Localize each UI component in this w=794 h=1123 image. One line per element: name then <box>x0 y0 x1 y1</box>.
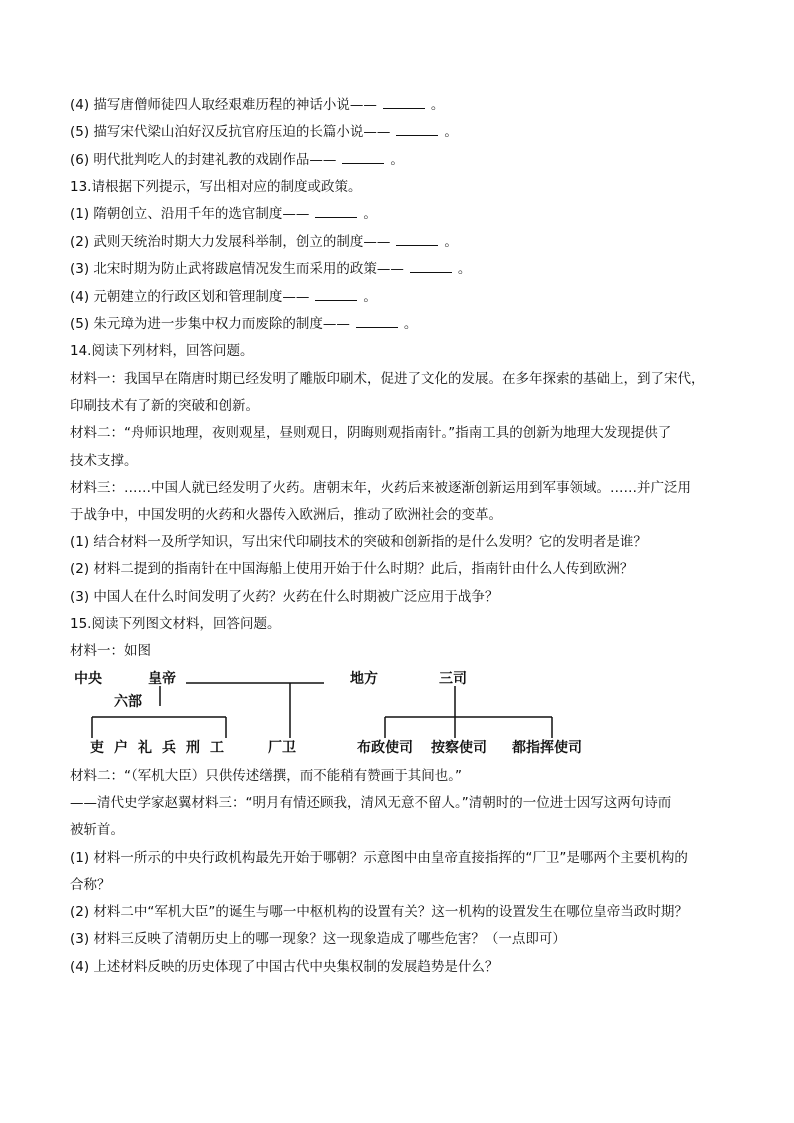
label-ancha: 按察使司 <box>431 740 487 756</box>
label-huangdi: 皇帝 <box>148 671 176 687</box>
q15-1-line2: 合称？ <box>70 877 111 893</box>
q13-2: (2) 武则天统治时期大力发展科举制，创立的制度—— 。 <box>70 234 458 250</box>
q12-5: (5) 描写宋代梁山泊好汉反抗官府压迫的长篇小说—— 。 <box>70 124 458 140</box>
q13-1: (1) 隋朝创立、沿用千年的选官制度—— 。 <box>70 206 377 222</box>
label-zhongyang: 中央 <box>74 671 102 687</box>
label-liubu: 六部 <box>114 694 142 710</box>
answer-blank[interactable] <box>315 288 357 301</box>
answer-blank[interactable] <box>396 233 438 246</box>
answer-blank[interactable] <box>410 260 452 273</box>
q15-2: (2) 材料二中“军机大臣”的诞生与哪一中枢机构的设置有关？这一机构的设置发生在哪位皇帝当政时期？ <box>70 904 688 920</box>
q14-material2-line2: 技术支撑。 <box>70 453 138 469</box>
q14-material3-line1: 材料三：……中国人就已经发明了火药。唐朝末年，火药后来被逐渐创新运用到军事领域。……并广泛用 <box>70 480 691 496</box>
q14-material1-line2: 印刷技术有了新的突破和创新。 <box>70 398 259 414</box>
label-bu-xing: 刑 <box>186 740 200 756</box>
answer-blank[interactable] <box>396 123 438 136</box>
q14-1: (1) 结合材料一及所学知识，写出宋代印刷技术的突破和创新指的是什么发明？它的发明者是谁？ <box>70 534 647 550</box>
q15-4: (4) 上述材料反映的历史体现了中国古代中央集权制的发展趋势是什么？ <box>70 959 499 975</box>
q14-3: (3) 中国人在什么时间发明了火药？火药在什么时期被广泛应用于战争？ <box>70 589 499 605</box>
label-bu-gong: 工 <box>210 740 224 756</box>
q15-title: 15.阅读下列图文材料，回答问题。 <box>70 616 281 632</box>
label-sansi: 三司 <box>439 671 467 687</box>
q12-4: (4) 描写唐僧师徒四人取经艰难历程的神话小说—— 。 <box>70 97 445 113</box>
q13-5: (5) 朱元璋为进一步集中权力而废除的制度—— 。 <box>70 316 418 332</box>
ming-government-diagram <box>68 664 608 766</box>
answer-blank[interactable] <box>356 315 398 328</box>
q14-material3-line2: 于战争中，中国发明的火药和火器传入欧洲后，推动了欧洲社会的变革。 <box>70 507 502 523</box>
label-difang: 地方 <box>350 671 378 687</box>
q15-material1: 材料一：如图 <box>70 643 151 659</box>
label-duzhihui: 都指挥使司 <box>512 740 582 756</box>
q13-4: (4) 元朝建立的行政区划和管理制度—— 。 <box>70 289 377 305</box>
q14-2: (2) 材料二提到的指南针在中国海船上使用开始于什么时期？此后，指南针由什么人传到欧洲？ <box>70 561 634 577</box>
label-bu-li: 吏 <box>90 740 104 756</box>
label-bu-bing: 兵 <box>162 740 176 756</box>
label-buzheng: 布政使司 <box>357 740 413 756</box>
q15-material3-line2: 被斩首。 <box>70 822 124 838</box>
label-bu-hu: 户 <box>114 740 128 756</box>
answer-blank[interactable] <box>383 96 425 109</box>
q15-material3-line1: ——清代史学家赵翼材料三：“明月有情还顾我，清风无意不留人。”清朝时的一位进士因写这两句诗而 <box>70 795 672 811</box>
q14-title: 14.阅读下列材料，回答问题。 <box>70 343 254 359</box>
q14-material1-line1: 材料一：我国早在隋唐时期已经发明了雕版印刷术，促进了文化的发展。在多年探索的基础上，到了宋代， <box>70 371 705 387</box>
q15-1-line1: (1) 材料一所示的中央行政机构最先开始于哪朝？示意图中由皇帝直接指挥的“厂卫”是哪两个主要机构的 <box>70 850 688 866</box>
q12-6: (6) 明代批判吃人的封建礼教的戏剧作品—— 。 <box>70 152 404 168</box>
q15-material2: 材料二：“（军机大臣）只供传述缮撰，而不能稍有赞画于其间也。” <box>70 768 462 784</box>
q14-material2-line1: 材料二：“舟师识地理，夜则观星，昼则观日，阴晦则观指南针。”指南工具的创新为地理大发现提供了 <box>70 425 672 441</box>
answer-blank[interactable] <box>315 205 357 218</box>
q15-3: (3) 材料三反映了清朝历史上的哪一现象？这一现象造成了哪些危害？（一点即可） <box>70 931 566 947</box>
q13-3: (3) 北宋时期为防止武将跋扈情况发生而采用的政策—— 。 <box>70 261 472 277</box>
q13-title: 13.请根据下列提示，写出相对应的制度或政策。 <box>70 179 362 195</box>
label-changwei: 厂卫 <box>268 740 296 756</box>
answer-blank[interactable] <box>342 151 384 164</box>
label-bu-li2: 礼 <box>138 740 152 756</box>
